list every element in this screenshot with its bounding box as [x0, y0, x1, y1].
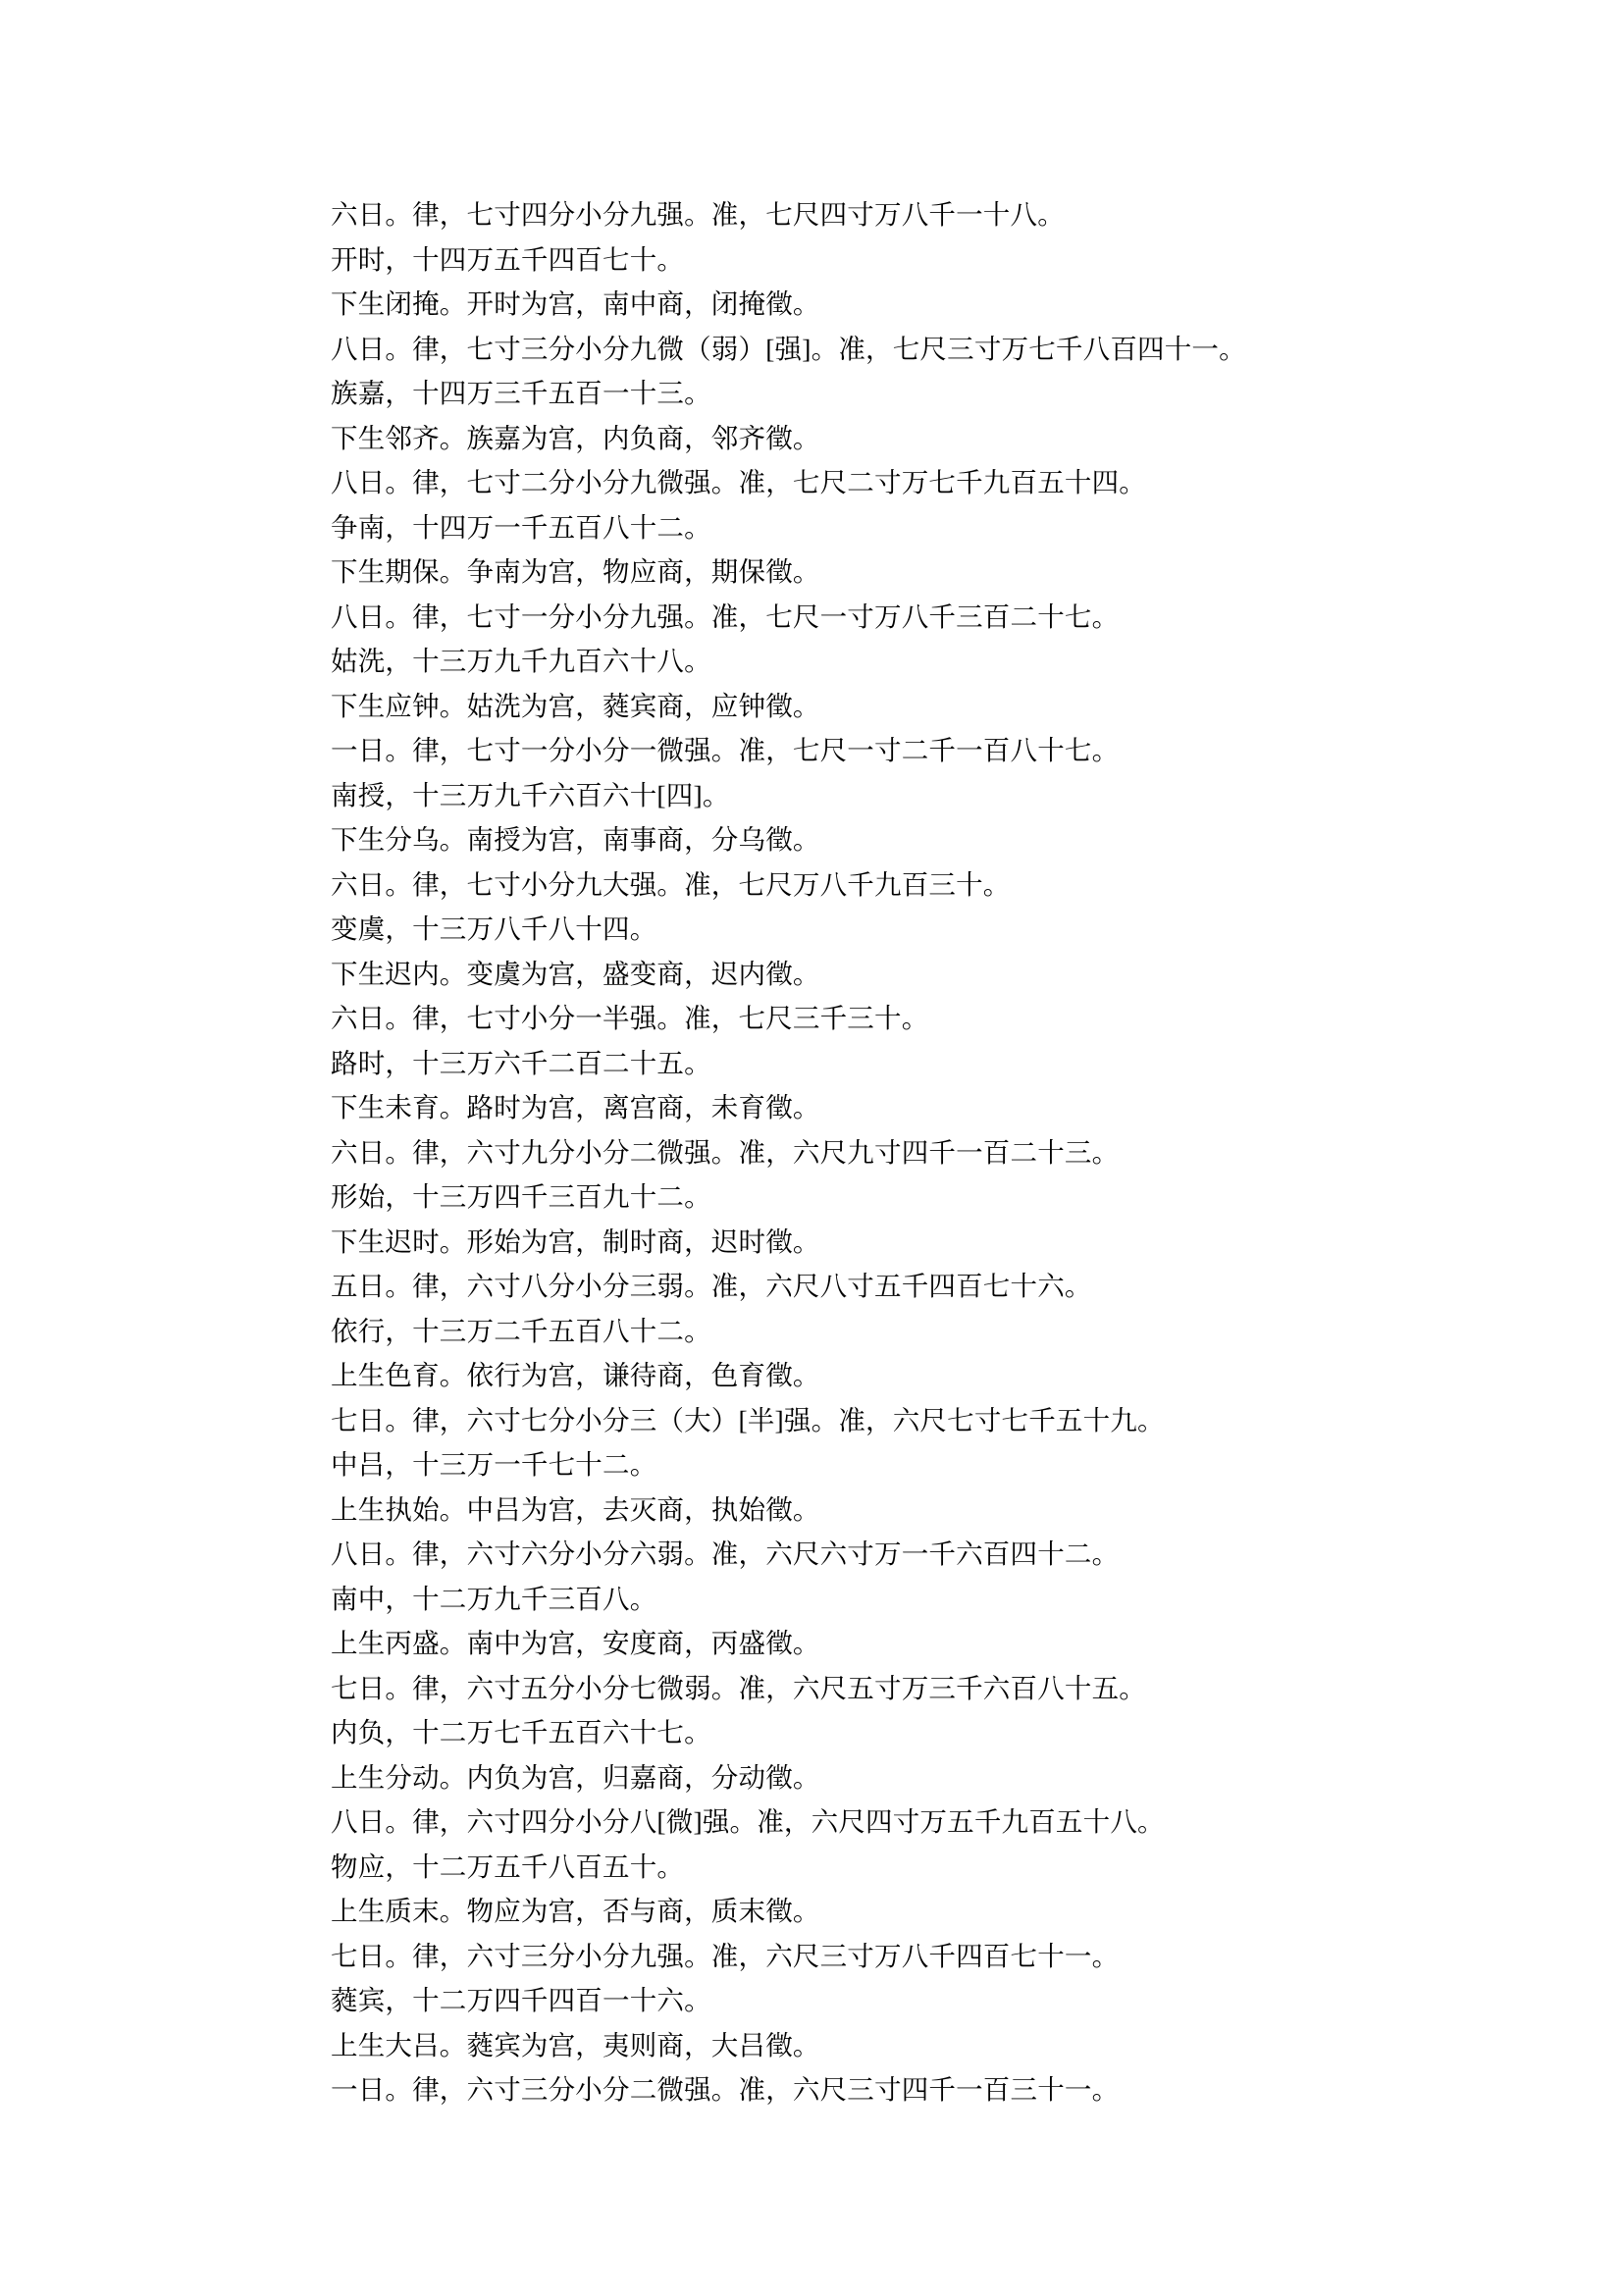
text-line: 南授，十三万九千六百六十[四]。 — [331, 779, 730, 810]
text-line: 变虞，十三万八千八十四。 — [331, 913, 657, 944]
text-line: 七日。律，六寸三分小分九强。准，六尺三寸万八千四百七十一。 — [331, 1940, 1120, 1971]
text-line: 下生应钟。姑洗为宫，蕤宾商，应钟徵。 — [331, 690, 820, 721]
text-line: 上生大吕。蕤宾为宫，夷则商，大吕徵。 — [331, 2029, 820, 2060]
text-line: 下生迟内。变虞为宫，盛变商，迟内徵。 — [331, 958, 820, 989]
text-line: 上生执始。中吕为宫，去灭商，执始徵。 — [331, 1493, 820, 1525]
text-line: 七日。律，六寸七分小分三（大）[半]强。准，六尺七寸七千五十九。 — [331, 1404, 1165, 1435]
text-line: 内负，十二万七千五百六十七。 — [331, 1717, 711, 1747]
text-line: 南中，十二万九千三百八。 — [331, 1583, 657, 1614]
text-line: 中吕，十三万一千七十二。 — [331, 1449, 657, 1480]
text-line: 上生分动。内负为宫，归嘉商，分动徵。 — [331, 1761, 820, 1793]
text-line: 六日。律，六寸九分小分二微强。准，六尺九寸四千一百二十三。 — [331, 1136, 1120, 1168]
text-line: 物应，十二万五千八百五十。 — [331, 1851, 685, 1882]
text-line: 争南，十四万一千五百八十二。 — [331, 511, 711, 543]
text-line: 八日。律，六寸四分小分八[微]强。准，六尺四寸万五千九百五十八。 — [331, 1806, 1165, 1837]
text-line: 下生闭掩。开时为宫，南中商，闭掩徵。 — [331, 288, 820, 319]
text-line: 八日。律，七寸一分小分九强。准，七尺一寸万八千三百二十七。 — [331, 600, 1120, 632]
text-line: 形始，十三万四千三百九十二。 — [331, 1181, 711, 1212]
text-line: 蕤宾，十二万四千四百一十六。 — [331, 1985, 711, 2015]
text-line: 路时，十三万六千二百二十五。 — [331, 1047, 711, 1078]
text-line: 族嘉，十四万三千五百一十三。 — [331, 378, 711, 408]
text-line: 六日。律，七寸小分一半强。准，七尺三千三十。 — [331, 1003, 929, 1033]
text-line: 五日。律，六寸八分小分三弱。准，六尺八寸五千四百七十六。 — [331, 1271, 1092, 1301]
text-line: 一日。律，六寸三分小分二微强。准，六尺三寸四千一百三十一。 — [331, 2074, 1120, 2105]
text-line: 上生质末。物应为宫，否与商，质末徵。 — [331, 1896, 820, 1926]
text-line: 上生丙盛。南中为宫，安度商，丙盛徵。 — [331, 1628, 820, 1658]
text-line: 八日。律，七寸三分小分九微（弱）[强]。准，七尺三寸万七千八百四十一。 — [331, 333, 1246, 364]
text-line: 姑洗，十三万九千九百六十八。 — [331, 646, 711, 676]
text-line: 六日。律，七寸小分九大强。准，七尺万八千九百三十。 — [331, 868, 1011, 900]
text-line: 一日。律，七寸一分小分一微强。准，七尺一寸二千一百八十七。 — [331, 735, 1120, 765]
text-line: 八日。律，七寸二分小分九微强。准，七尺二寸万七千九百五十四。 — [331, 467, 1146, 497]
text-line: 上生色育。依行为宫，谦待商，色育徵。 — [331, 1360, 820, 1390]
text-line: 下生未育。路时为宫，离宫商，未育徵。 — [331, 1092, 820, 1122]
text-line: 六日。律，七寸四分小分九强。准，七尺四寸万八千一十八。 — [331, 199, 1065, 230]
body-text-block — [277, 192, 1376, 2112]
text-line: 下生分乌。南授为宫，南事商，分乌徵。 — [331, 824, 820, 855]
text-line: 八日。律，六寸六分小分六弱。准，六尺六寸万一千六百四十二。 — [331, 1538, 1120, 1569]
text-line: 依行，十三万二千五百八十二。 — [331, 1315, 711, 1346]
text-line: 七日。律，六寸五分小分七微弱。准，六尺五寸万三千六百八十五。 — [331, 1672, 1146, 1703]
text-line: 开时，十四万五千四百七十。 — [331, 243, 685, 275]
text-line: 下生迟时。形始为宫，制时商，迟时徵。 — [331, 1225, 820, 1257]
text-line: 下生邻齐。族嘉为宫，内负商，邻齐徵。 — [331, 422, 820, 453]
text-line: 下生期保。争南为宫，物应商，期保徵。 — [331, 556, 820, 587]
